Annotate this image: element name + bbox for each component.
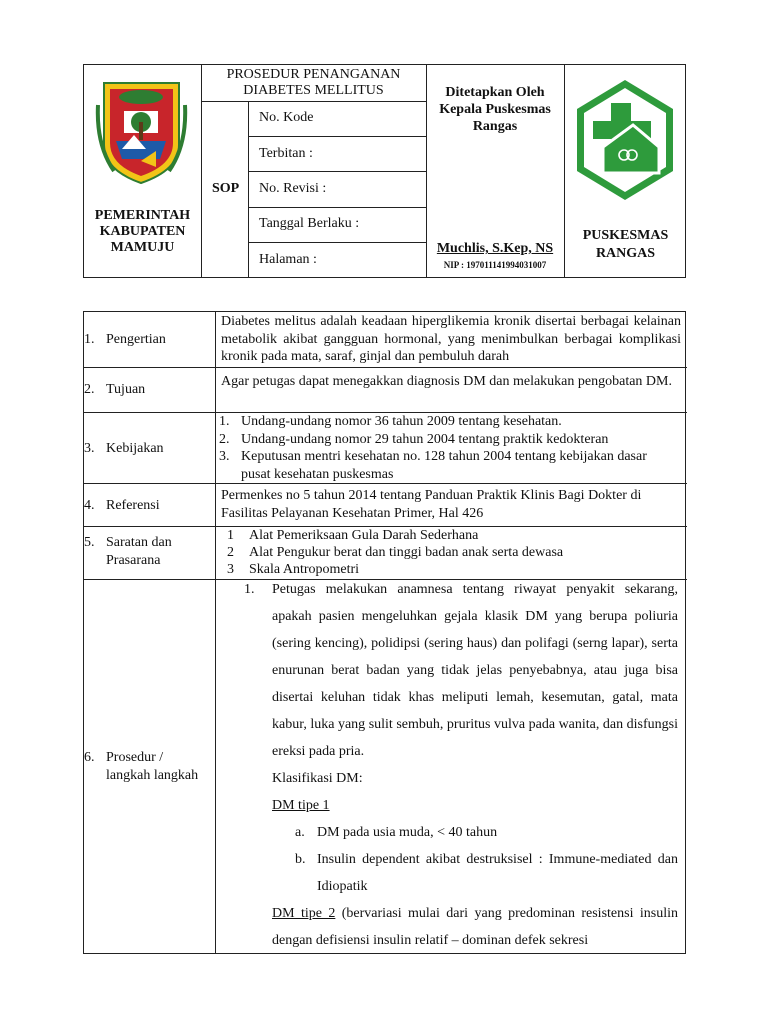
field-no-revisi: No. Revisi : bbox=[259, 181, 327, 196]
field-no-kode: No. Kode bbox=[259, 110, 314, 125]
tipe1-item-b-text: Insulin dependent akibat destruksisel : Immune-mediated dan Idiopatik bbox=[317, 852, 678, 894]
tipe1-item-a-num: a. bbox=[295, 825, 305, 840]
row-label-kebijakan: 3. Kebijakan bbox=[84, 441, 164, 456]
procedure-title: PROSEDUR PENANGANAN DIABETES MELLITUS bbox=[226, 67, 401, 98]
dm-tipe-2-paragraph: DM tipe 2 (bervariasi mulai dari yang predominan resistensi insulin dengan defisiensi insulin relatif – dominan defek sekresi bbox=[272, 906, 678, 948]
signer-nip: NIP : 197011141994031007 bbox=[443, 260, 547, 270]
sop-header bbox=[83, 64, 686, 278]
mamuju-emblem bbox=[94, 75, 189, 187]
list-item: 1. Undang-undang nomor 36 tahun 2009 tentang kesehatan. bbox=[219, 414, 562, 429]
approval-title: Ditetapkan Oleh Kepala Puskesmas Rangas bbox=[439, 85, 551, 134]
row-label-saratan: 5. Saratan dan Prasarana bbox=[84, 535, 172, 568]
tipe1-item-b-num: b. bbox=[295, 852, 306, 867]
row-label-tujuan: 2. Tujuan bbox=[84, 382, 146, 397]
dm-tipe-1-heading: DM tipe 1 bbox=[272, 798, 330, 813]
field-terbitan: Terbitan : bbox=[259, 146, 313, 161]
signer-name: Muchlis, S.Kep, NS bbox=[436, 241, 554, 256]
kebijakan-list bbox=[219, 413, 679, 483]
row-label-referensi: 4. Referensi bbox=[84, 498, 160, 513]
field-tanggal-berlaku: Tanggal Berlaku : bbox=[259, 216, 360, 231]
field-halaman: Halaman : bbox=[259, 252, 317, 267]
government-name: PEMERINTAH KABUPATEN MAMUJU bbox=[94, 208, 191, 255]
row-text-referensi: Permenkes no 5 tahun 2014 tentang Panduan Praktik Klinis Bagi Dokter di Fasilitas Pelayanan Kesehatan Primer, Hal 426 bbox=[221, 488, 642, 521]
clinic-name: PUSKESMAS RANGAS bbox=[582, 228, 669, 261]
sop-content-table bbox=[83, 311, 686, 954]
sop-label: SOP bbox=[212, 181, 240, 196]
step-1-text: Petugas melakukan anamnesa tentang riwayat penyakit sekarang, apakah pasien mengeluhkan gejala klasik DM yang berupa poliuria (sering kencing), polidipsi (sering haus) dan polifagi (serng lapar), serta enurunan berat badan yang tidak jelas penyebabnya, atau juga bisa disertai keluhan tidak khas meliputi lemah, kesemutan, gatal, mata kabur, luka yang sulit sembuh, pruritus vulva pada wanita, dan disfungsi ereksi pada pria. bbox=[272, 582, 678, 759]
list-item: 3. Keputusan mentri kesehatan no. 128 tahun 2004 tentang kebijakan dasar pusat kesehatan puskesmas bbox=[219, 449, 647, 482]
list-item: 1 Alat Pemeriksaan Gula Darah Sederhana bbox=[227, 528, 479, 543]
saratan-list bbox=[227, 527, 687, 578]
tipe1-item-a-text: DM pada usia muda, < 40 tahun bbox=[317, 825, 498, 840]
list-item: 2 Alat Pengukur berat dan tinggi badan anak serta dewasa bbox=[227, 545, 564, 560]
list-item: 3 Skala Antropometri bbox=[227, 562, 360, 577]
list-item: 2. Undang-undang nomor 29 tahun 2004 tentang praktik kedokteran bbox=[219, 431, 609, 447]
row-label-prosedur: 6. Prosedur / langkah langkah bbox=[84, 750, 199, 783]
row-text-tujuan: Agar petugas dapat menegakkan diagnosis DM dan melakukan pengobatan DM. bbox=[221, 374, 672, 389]
row-label-pengertian: 1. Pengertian bbox=[84, 332, 166, 347]
puskesmas-logo bbox=[573, 77, 677, 203]
row-text-pengertian: Diabetes melitus adalah keadaan hiperglikemia kronik disertai berbagai kelainan metabolik akibat gangguan hormonal, yang menimbulkan berbagai komplikasi kronik pada mata, saraf, ginjal dan pembuluh darah bbox=[221, 314, 681, 364]
klasifikasi-heading: Klasifikasi DM: bbox=[272, 771, 363, 786]
step-1-number: 1. bbox=[244, 582, 255, 597]
